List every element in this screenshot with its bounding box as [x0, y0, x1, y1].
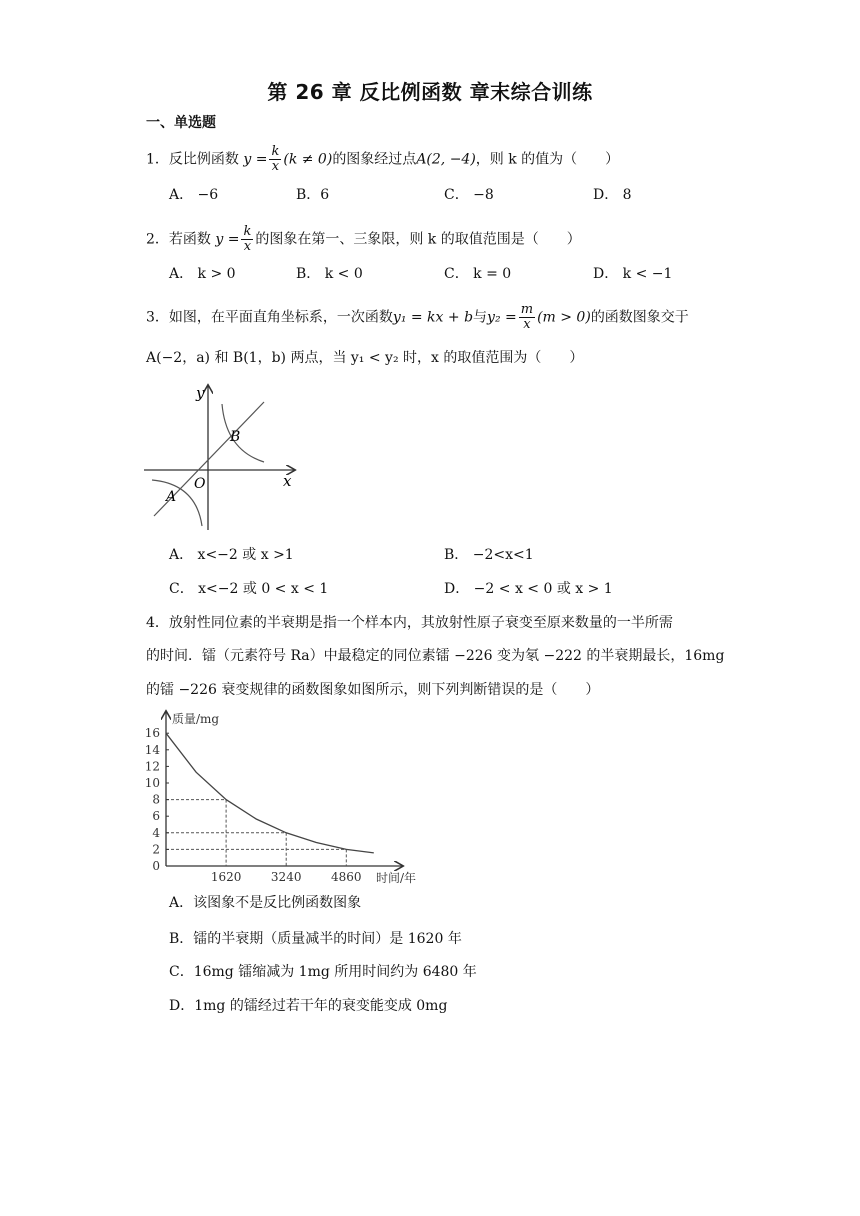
q3-option-c[interactable]: C． x<−2 或 0 < x < 1 [169, 581, 329, 597]
q1-text-pre: 反比例函数 [168, 151, 239, 168]
point-b-label: B [230, 429, 241, 445]
q2-fraction: $\frac{k}{x}$ [243, 224, 252, 254]
chart-x-axis-label: 时间/年 [376, 871, 417, 885]
q3-option-a[interactable]: A． x<−2 或 x >1 [169, 547, 294, 563]
q4-option-c[interactable]: C．16mg 镭缩减为 1mg 所用时间约为 6480 年 [169, 964, 477, 980]
chart-x-tick-label: 1620 [210, 870, 242, 884]
chart-y-tick-label: 10 [144, 776, 160, 790]
q1-point: A(2, −4) [416, 151, 476, 168]
q2-text-pre: 若函数 [168, 231, 211, 248]
q1-option-c[interactable]: C． −8 [444, 187, 494, 203]
q4-option-b[interactable]: B．镭的半衰期（质量减半的时间）是 1620 年 [169, 931, 462, 947]
q2-equation-lhs: y = [215, 231, 240, 248]
chart-y-tick-label: 16 [144, 726, 160, 741]
chart-y-tick-label: 2 [152, 842, 160, 857]
q3-text-mid: 与 [473, 309, 488, 326]
chart-y-axis-label: 质量/mg [172, 712, 220, 726]
question-4-stem-line1: 4．放射性同位素的半衰期是指一个样本内，其放射性原子衰变至原来数量的一半所需 [146, 615, 673, 631]
q3-inverse-lhs: y₂ = [487, 309, 517, 326]
q3-coordinate-graph [140, 380, 310, 532]
q3-linear-equation: y₁ = kx + b [392, 309, 474, 326]
point-a-label: A [166, 489, 177, 505]
q1-option-a[interactable]: A． −6 [169, 187, 219, 203]
q3-text-post: 的函数图象交于 [590, 309, 689, 326]
question-4-stem-line2: 的时间．镭（元素符号 Ra）中最稳定的同位素镭 −226 变为氡 −222 的半衰期最长，16mg [146, 648, 725, 664]
q1-equation-lhs: y = [243, 151, 268, 168]
chart-y-tick-label: 14 [144, 742, 160, 757]
question-4-stem-line3: 的镭 −226 衰变规律的函数图象如图所示，则下列判断错误的是（ ） [146, 682, 600, 698]
q1-option-d[interactable]: D． 8 [593, 187, 632, 203]
question-number: 2． [146, 231, 169, 248]
q2-option-d[interactable]: D． k < −1 [593, 266, 673, 282]
q3-condition: (m > 0) [537, 309, 591, 326]
y-axis-label: y [196, 384, 205, 402]
x-axis-label: x [283, 472, 292, 490]
decay-curve [166, 733, 374, 853]
q1-condition: (k ≠ 0) [283, 151, 333, 168]
chart-y-tick-label: 4 [152, 825, 160, 840]
question-2-stem [146, 225, 581, 254]
q1-option-b[interactable]: B．6 [296, 187, 330, 203]
question-number: 1． [146, 151, 169, 168]
q4-option-d[interactable]: D．1mg 的镭经过若干年的衰变能变成 0mg [169, 998, 448, 1014]
q4-option-a[interactable]: A．该图象不是反比例函数图象 [169, 895, 362, 911]
question-3-stem-line2: A(−2，a) 和 B(1，b) 两点，当 y₁ < y₂ 时，x 的取值范围为（ ） [146, 350, 584, 366]
section-heading: 一、单选题 [146, 115, 216, 131]
chart-y-tick-label: 0 [152, 859, 160, 873]
chart-y-tick-label: 6 [152, 809, 160, 824]
question-3-stem-line1 [146, 303, 689, 332]
q4-decay-chart [140, 706, 430, 886]
q1-fraction: $\frac{k}{x}$ [271, 144, 280, 174]
chart-y-tick-label: 8 [152, 792, 160, 807]
q3-fraction: $\frac{m}{x}$ [520, 302, 534, 332]
chart-x-tick-label: 4860 [331, 870, 362, 884]
page-title: 第 26 章 反比例函数 章末综合训练 [267, 80, 593, 104]
q1-text-mid: 的图象经过点 [332, 151, 417, 168]
q1-text-post: ，则 k 的值为（ ） [475, 151, 620, 168]
q3-option-b[interactable]: B． −2<x<1 [444, 547, 534, 563]
q2-option-b[interactable]: B． k < 0 [296, 266, 363, 282]
q3-option-d[interactable]: D． −2 < x < 0 或 x > 1 [444, 581, 613, 597]
q3-text-pre: 3．如图，在平面直角坐标系，一次函数 [146, 309, 393, 326]
chart-x-tick-label: 3240 [270, 870, 302, 884]
q2-text-post: 的图象在第一、三象限，则 k 的取值范围是（ ） [255, 231, 581, 248]
q2-option-c[interactable]: C． k = 0 [444, 266, 512, 282]
chart-y-tick-label: 12 [144, 759, 160, 774]
question-1-stem [146, 145, 619, 174]
origin-label: O [194, 476, 206, 492]
hyperbola-branch-1 [222, 404, 264, 462]
q2-option-a[interactable]: A． k > 0 [169, 266, 236, 282]
